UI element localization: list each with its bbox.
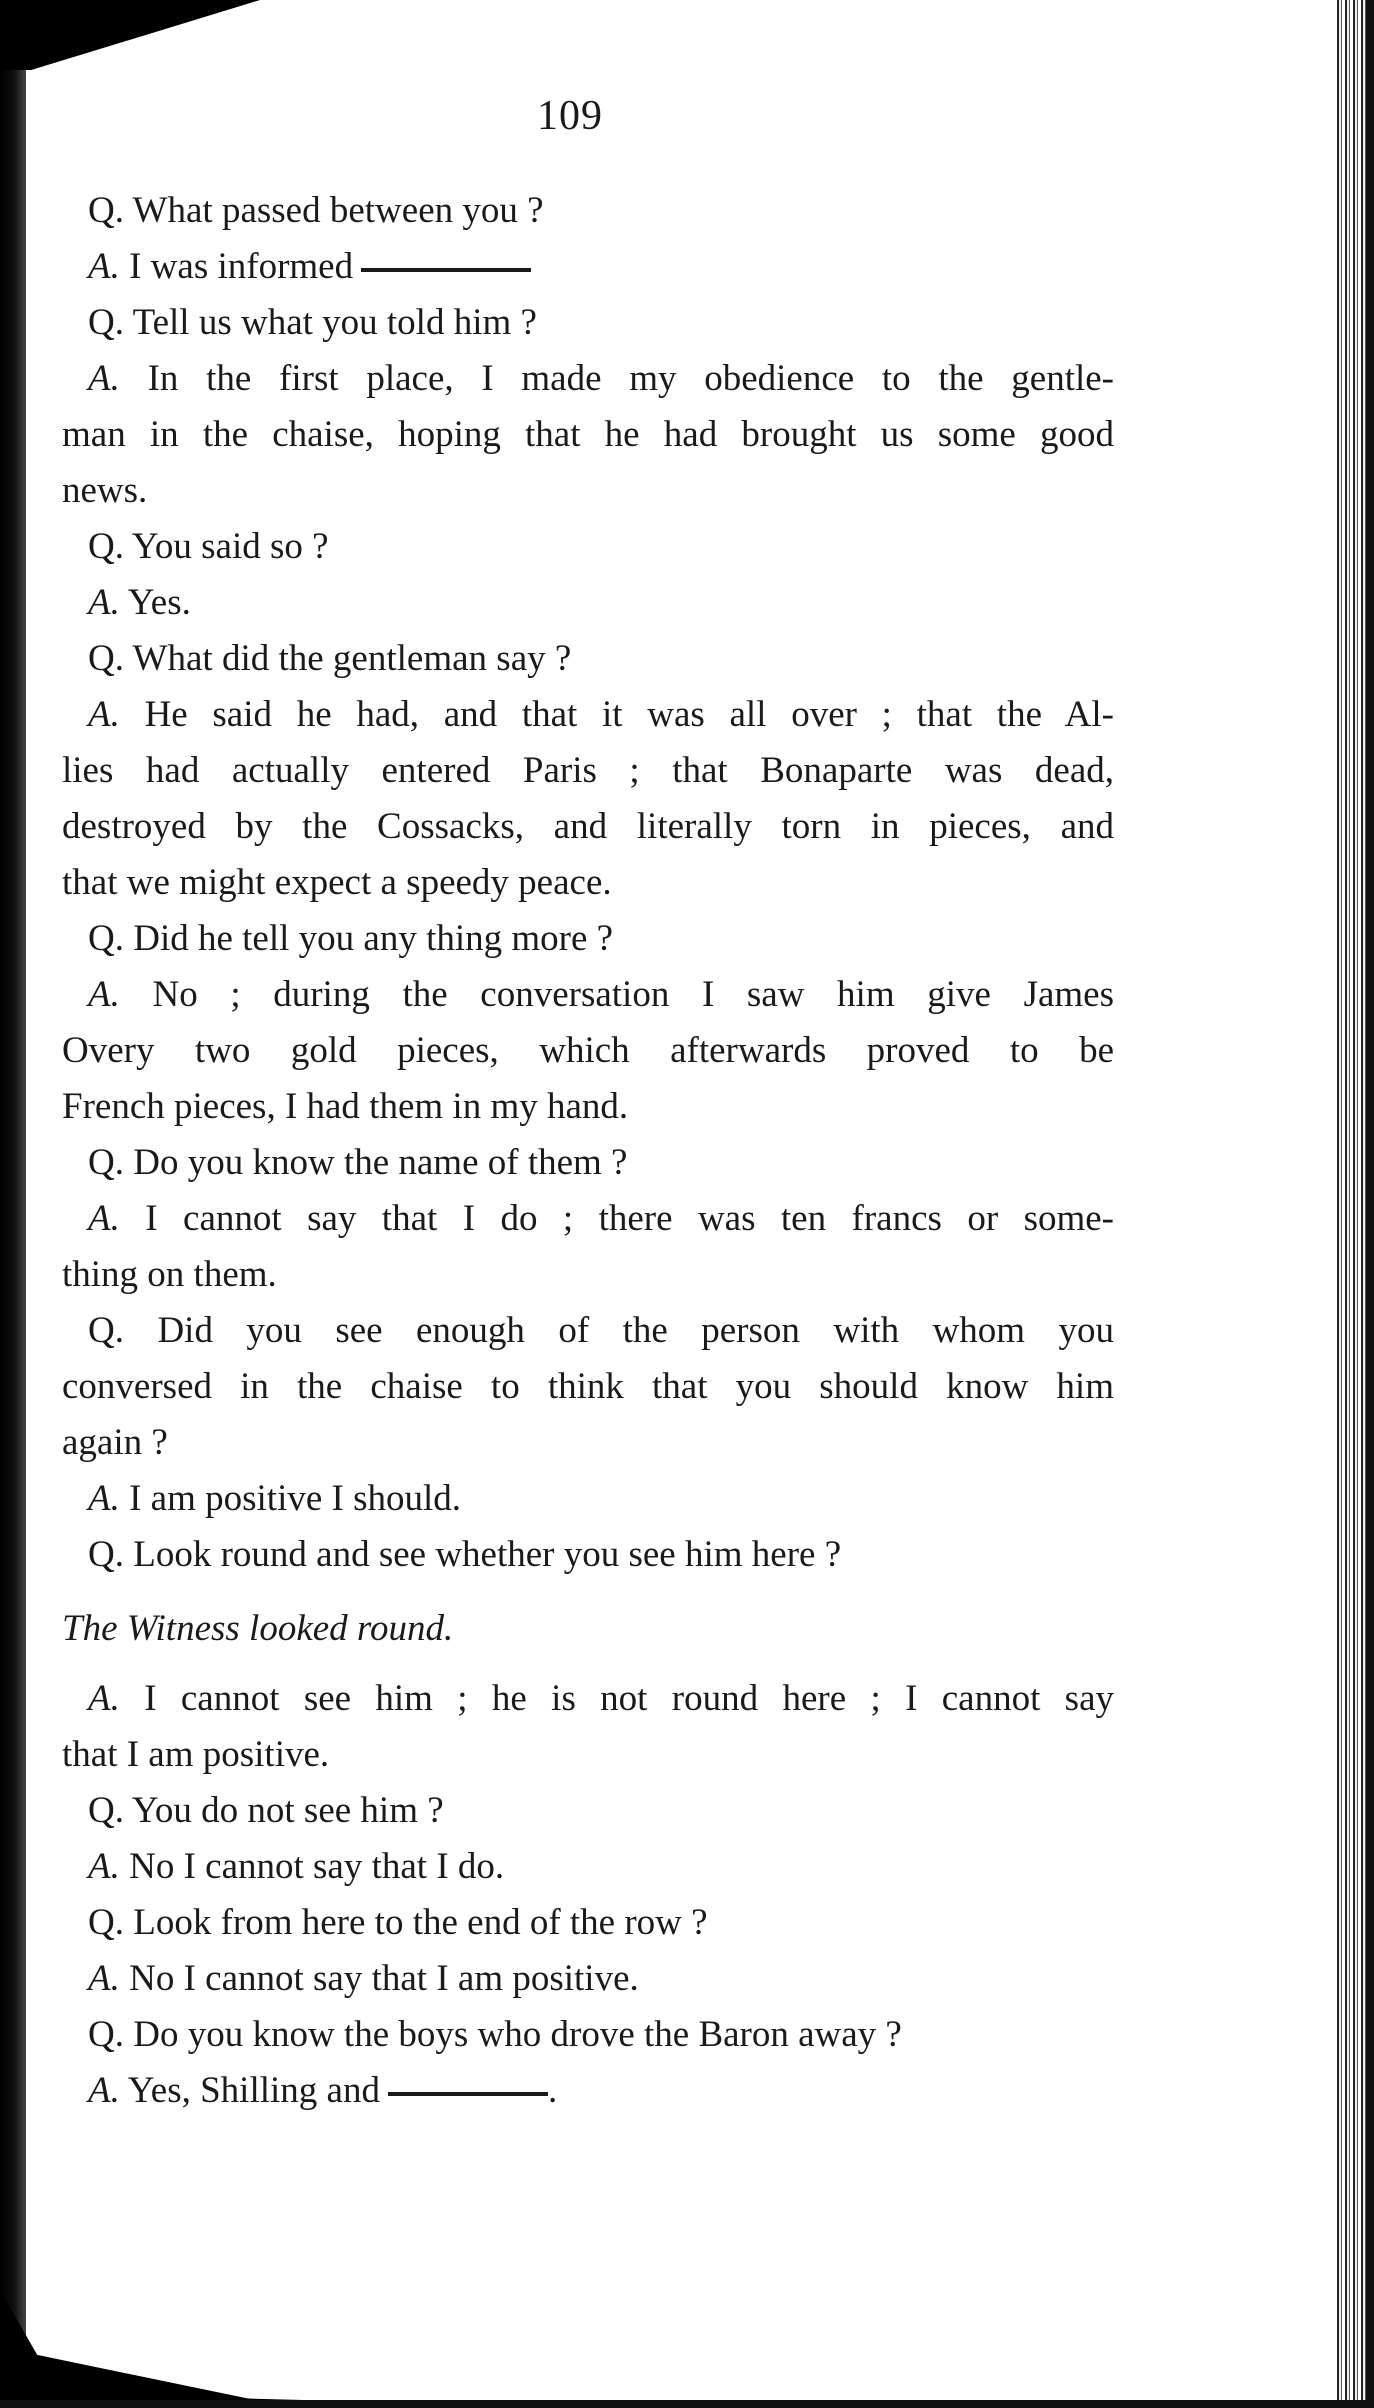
text-line <box>62 1303 1114 1359</box>
text-line <box>62 855 1114 911</box>
text-line <box>62 239 1114 295</box>
line-text: Did you see enough of the person with whom you <box>157 1310 1115 1351</box>
line-text: I was informed <box>129 246 354 287</box>
line-text: Yes, Shilling and <box>127 2070 380 2111</box>
testimony-text <box>62 183 1114 2119</box>
line-text: The Witness looked round. <box>62 1608 454 1649</box>
text-line <box>62 519 1114 575</box>
line-text: Do you know the boys who drove the Baron away ? <box>133 2014 902 2055</box>
text-line <box>62 1247 1114 1303</box>
interruption-dash <box>388 2092 548 2096</box>
line-text: lies had actually entered Paris ; that Bonaparte was dead, <box>62 750 1114 791</box>
answer-marker: A. <box>88 974 120 1015</box>
line-text: that I am positive. <box>62 1734 330 1775</box>
line-text: French pieces, I had them in my hand. <box>62 1086 629 1127</box>
line-text: I cannot say that I do ; there was ten francs or some- <box>145 1198 1114 1239</box>
binding-shadow <box>0 0 26 2408</box>
answer-marker: A. <box>88 358 120 399</box>
text-line <box>62 687 1114 743</box>
line-text: conversed in the chaise to think that you should know him <box>62 1366 1114 1407</box>
line-text: What did the gentleman say ? <box>132 638 572 679</box>
line-text: man in the chaise, hoping that he had brought us some good <box>62 414 1114 455</box>
text-line <box>62 1471 1114 1527</box>
section-heading <box>62 1583 1114 1671</box>
text-line <box>62 407 1114 463</box>
line-text: Look round and see whether you see him here ? <box>133 1534 842 1575</box>
line-text: thing on them. <box>62 1254 277 1295</box>
answer-marker: A. <box>88 2070 120 2111</box>
line-text: Yes. <box>127 582 191 623</box>
line-text: that we might expect a speedy peace. <box>62 862 612 903</box>
text-line <box>62 1527 1114 1583</box>
text-line <box>62 799 1114 855</box>
line-text: In the first place, I made my obedience to the gentle- <box>147 358 1115 399</box>
line-text: again ? <box>62 1422 168 1463</box>
line-text: Look from here to the end of the row ? <box>133 1902 708 1943</box>
text-line <box>62 967 1114 1023</box>
line-text: No I cannot say that I do. <box>129 1846 505 1887</box>
text-line <box>62 911 1114 967</box>
answer-marker: A. <box>88 1846 120 1887</box>
question-marker: Q. <box>88 2014 124 2055</box>
line-text: He said he had, and that it was all over ; that the Al- <box>144 694 1114 735</box>
text-line <box>62 1135 1114 1191</box>
text-line <box>62 575 1114 631</box>
question-marker: Q. <box>88 1310 124 1351</box>
line-text: Tell us what you told him ? <box>132 302 537 343</box>
answer-marker: A. <box>88 582 120 623</box>
line-text: Did he tell you any thing more ? <box>133 918 614 959</box>
line-text: What passed between you ? <box>132 190 544 231</box>
text-line <box>62 631 1114 687</box>
line-text: No ; during the conversation I saw him give James <box>152 974 1114 1015</box>
answer-marker: A. <box>88 694 120 735</box>
answer-marker: A. <box>88 246 120 287</box>
interruption-dash <box>361 268 531 272</box>
answer-marker: A. <box>88 1678 120 1719</box>
answer-marker: A. <box>88 1198 120 1239</box>
line-text: I cannot see him ; he is not round here ; I cannot say <box>144 1678 1114 1719</box>
text-line <box>62 1023 1114 1079</box>
text-line <box>62 1895 1114 1951</box>
question-marker: Q. <box>88 190 124 231</box>
trailing-punctuation: . <box>547 2070 558 2111</box>
text-line <box>62 2063 1114 2119</box>
question-marker: Q. <box>88 638 124 679</box>
text-line <box>62 1727 1114 1783</box>
corner-shadow-bottom <box>0 2290 620 2408</box>
line-text: Do you know the name of them ? <box>133 1142 628 1183</box>
question-marker: Q. <box>88 302 124 343</box>
line-text: I am positive I should. <box>129 1478 462 1519</box>
text-line <box>62 1671 1114 1727</box>
line-text: destroyed by the Cossacks, and literally torn in pieces, and <box>62 806 1114 847</box>
page-edge-bottom <box>0 2400 1374 2408</box>
page-edge-dark <box>1366 0 1374 2408</box>
text-line <box>62 1783 1114 1839</box>
text-line <box>62 1079 1114 1135</box>
answer-marker: A. <box>88 1478 120 1519</box>
text-line <box>62 463 1114 519</box>
text-line <box>62 351 1114 407</box>
text-line <box>62 1191 1114 1247</box>
line-text: Overy two gold pieces, which afterwards proved to be <box>62 1030 1114 1071</box>
text-line <box>62 1839 1114 1895</box>
line-text: No I cannot say that I am positive. <box>129 1958 639 1999</box>
question-marker: Q. <box>88 1142 124 1183</box>
question-marker: Q. <box>88 918 124 959</box>
question-marker: Q. <box>88 1902 124 1943</box>
text-line <box>62 1951 1114 2007</box>
corner-shadow-top <box>0 0 260 70</box>
text-line <box>62 183 1114 239</box>
page-number: 109 <box>537 93 603 139</box>
question-marker: Q. <box>88 1534 124 1575</box>
text-line <box>62 2007 1114 2063</box>
line-text: news. <box>62 470 148 511</box>
line-text: You said so ? <box>131 526 329 567</box>
text-line <box>62 1359 1114 1415</box>
text-line <box>62 743 1114 799</box>
line-text: You do not see him ? <box>131 1790 444 1831</box>
question-marker: Q. <box>88 526 124 567</box>
text-line <box>62 1415 1114 1471</box>
answer-marker: A. <box>88 1958 120 1999</box>
text-line <box>62 295 1114 351</box>
question-marker: Q. <box>88 1790 124 1831</box>
